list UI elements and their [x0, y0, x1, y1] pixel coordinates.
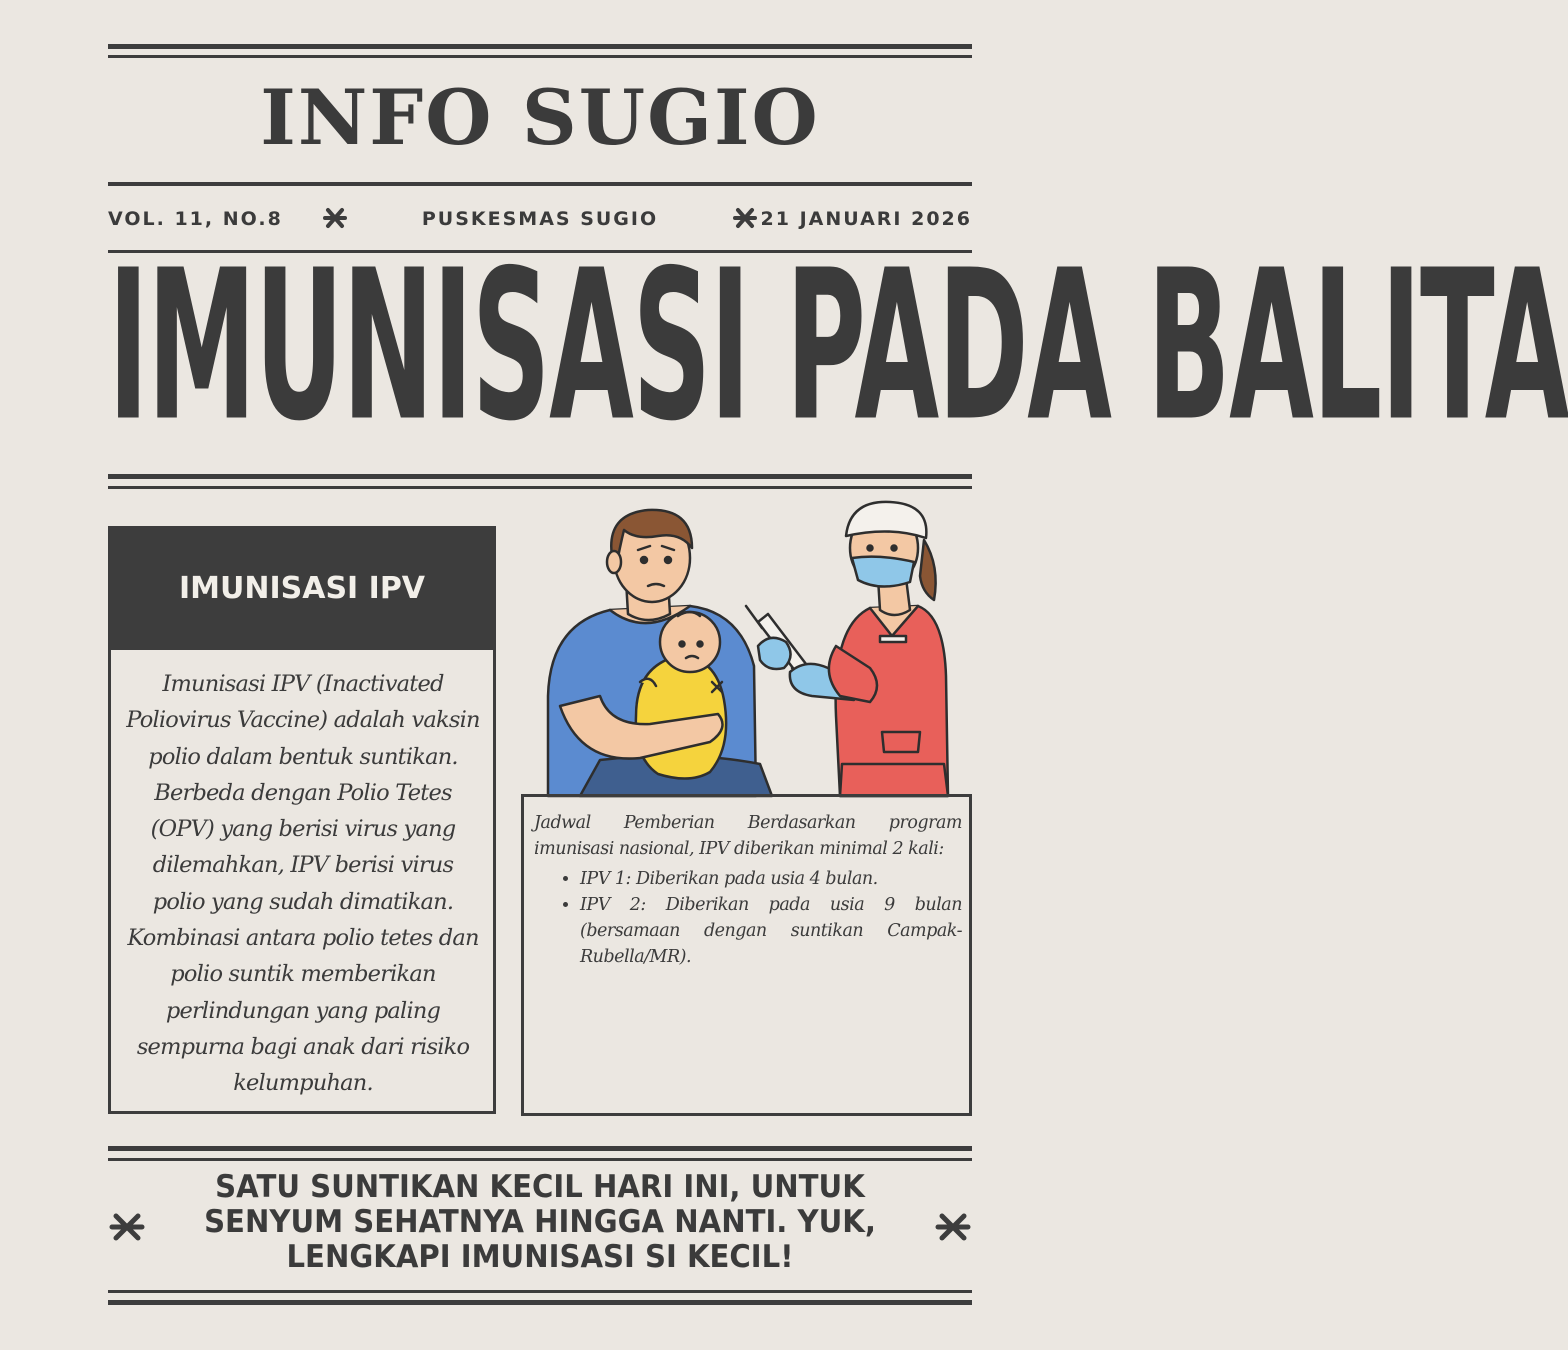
asterisk-icon [934, 1212, 972, 1242]
headline-container [108, 227, 1568, 468]
left-panel-heading: IMUNISASI IPV [108, 526, 496, 650]
left-panel-body: Imunisasi IPV (Inactivated Poliovirus Vaccine) adalah vaksin polio dalam bentuk suntikan. Berbeda dengan Polio Tetes (OPV) yang berisi virus yang dilemahkan, IPV berisi virus polio yang sudah dimatikan. Kombinasi antara polio tetes dan polio suntik memberikan perlindungan yang paling sempurna bagi anak dari risiko kelumpuhan. [126, 671, 480, 1097]
top-rule-thin [108, 55, 972, 58]
top-rule [108, 44, 972, 49]
list-item: • IPV 1: Diberikan pada usia 4 bulan. [580, 866, 962, 892]
headline-bottom-rule-thin [108, 486, 972, 489]
schedule-list [534, 866, 962, 970]
masthead-title: INFO SUGIO [260, 73, 820, 162]
footer-slogan: SATU SUNTIKAN KECIL HARI INI, UNTUK SENYUM SEHATNYA HINGGA NANTI. YUK, LENGKAPI IMUNISASI SI KECIL! [204, 1169, 876, 1275]
footer-bottom-rule [108, 1300, 972, 1305]
vaccination-illustration [540, 496, 960, 796]
publisher-label: PUSKESMAS SUGIO [421, 208, 659, 230]
footer-bottom-rule-thin [108, 1290, 972, 1293]
asterisk-icon [108, 1212, 146, 1242]
right-panel-body [534, 810, 962, 970]
date-label: 21 JANUARI 2026 [760, 208, 972, 230]
volume-label: VOL. 11, NO.8 [108, 208, 283, 230]
masthead-bottom-rule [108, 182, 972, 186]
headline-bottom-rule [108, 474, 972, 479]
footer-top-rule [108, 1146, 972, 1151]
right-panel-intro: Jadwal Pemberian Berdasarkan program imunisasi nasional, IPV diberikan minimal 2 kali: [534, 813, 962, 859]
headline: IMUNISASI PADA BALITA [108, 227, 1568, 468]
list-item: • IPV 2: Diberikan pada usia 9 bulan (bersamaan dengan suntikan Campak-Rubella/MR). [580, 892, 962, 970]
footer-top-rule-thin [108, 1158, 972, 1161]
